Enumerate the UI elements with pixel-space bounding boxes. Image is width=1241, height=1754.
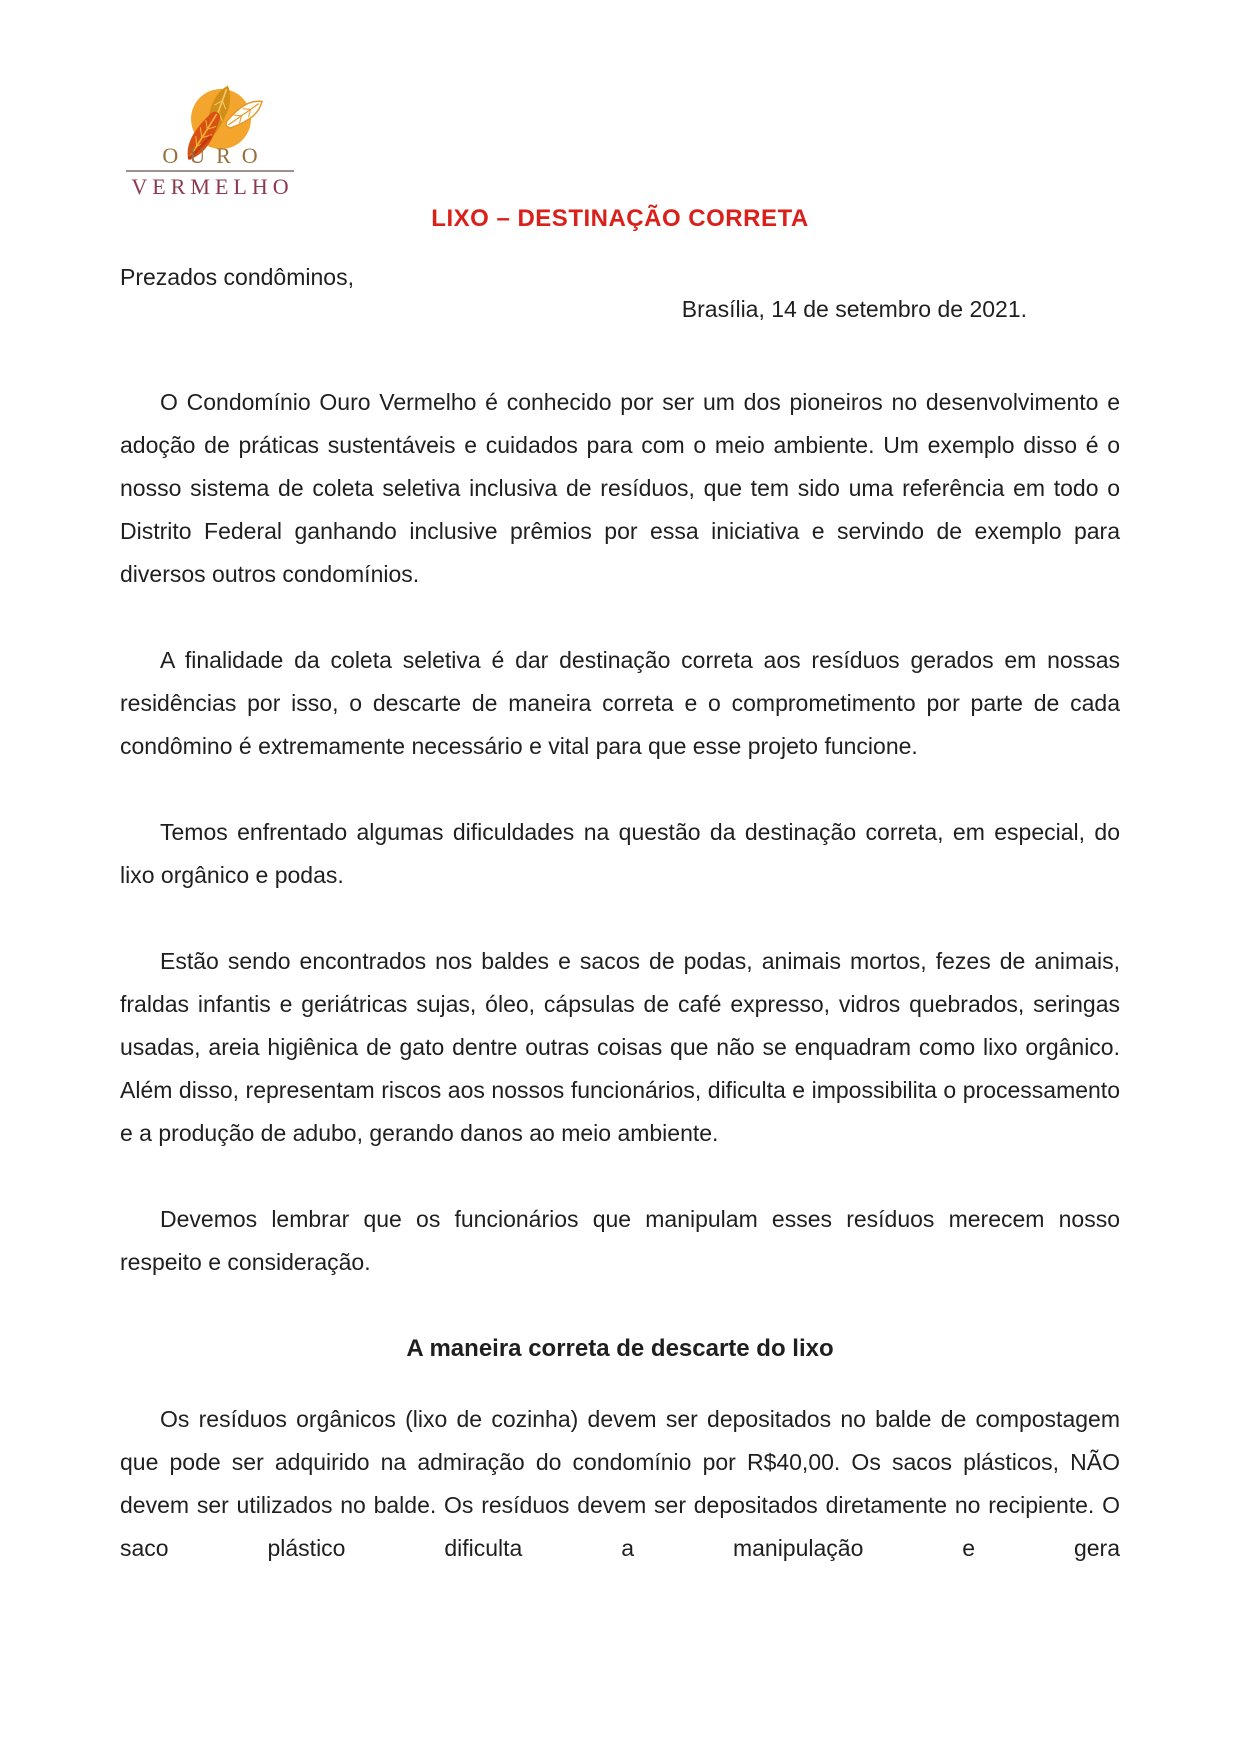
- document-title: LIXO – DESTINAÇÃO CORRETA: [431, 205, 809, 232]
- logo-divider: [126, 170, 294, 172]
- paragraph-4: Estão sendo encontrados nos baldes e sacos de podas, animais mortos, fezes de animais, fraldas infantis e geriátricas sujas, óleo, cápsulas de café expresso, vidros quebrados, seringas usadas, areia higiênica de gato dentre outras coisas que não se enquadram como lixo orgânico. Além disso, representam riscos aos nossos funcionários, dificulta e impossibilita o processamento e a produção de adubo, gerando danos ao meio ambiente.: [120, 948, 1120, 1146]
- logo-text-ouro: OURO: [162, 143, 269, 168]
- logo-text-vermelho: VERMELHO: [131, 174, 294, 199]
- paragraph-5: Devemos lembrar que os funcionários que manipulam esses resíduos merecem nosso respeito e consideração.: [120, 1206, 1120, 1275]
- logo: [126, 74, 294, 199]
- paragraph-3: Temos enfrentado algumas dificuldades na questão da destinação correta, em especial, do lixo orgânico e podas.: [120, 819, 1120, 888]
- paragraph-2: A finalidade da coleta seletiva é dar destinação correta aos resíduos gerados em nossas residências por isso, o descarte de maneira correta e o comprometimento por parte de cada condômino é extremamente necessário e vital para que esse projeto funcione.: [120, 647, 1120, 759]
- salutation: Prezados condôminos,: [120, 264, 354, 290]
- section-heading: A maneira correta de descarte do lixo: [406, 1335, 834, 1362]
- paragraph-6: Os resíduos orgânicos (lixo de cozinha) devem ser depositados no balde de compostagem que pode ser adquirido na admiração do condomínio por R$40,00. Os sacos plásticos, NÃO devem ser utilizados no balde. Os resíduos devem ser depositados diretamente no recipiente. O saco plástico dificulta a manipulação e gera: [120, 1406, 1120, 1561]
- dateline: Brasília, 14 de setembro de 2021.: [681, 296, 1027, 322]
- paragraph-1: O Condomínio Ouro Vermelho é conhecido por ser um dos pioneiros no desenvolvimento e adoção de práticas sustentáveis e cuidados para com o meio ambiente. Um exemplo disso é o nosso sistema de coleta seletiva inclusiva de resíduos, que tem sido uma referência em todo o Distrito Federal ganhando inclusive prêmios por essa iniciativa e servindo de exemplo para diversos outros condomínios.: [120, 389, 1120, 587]
